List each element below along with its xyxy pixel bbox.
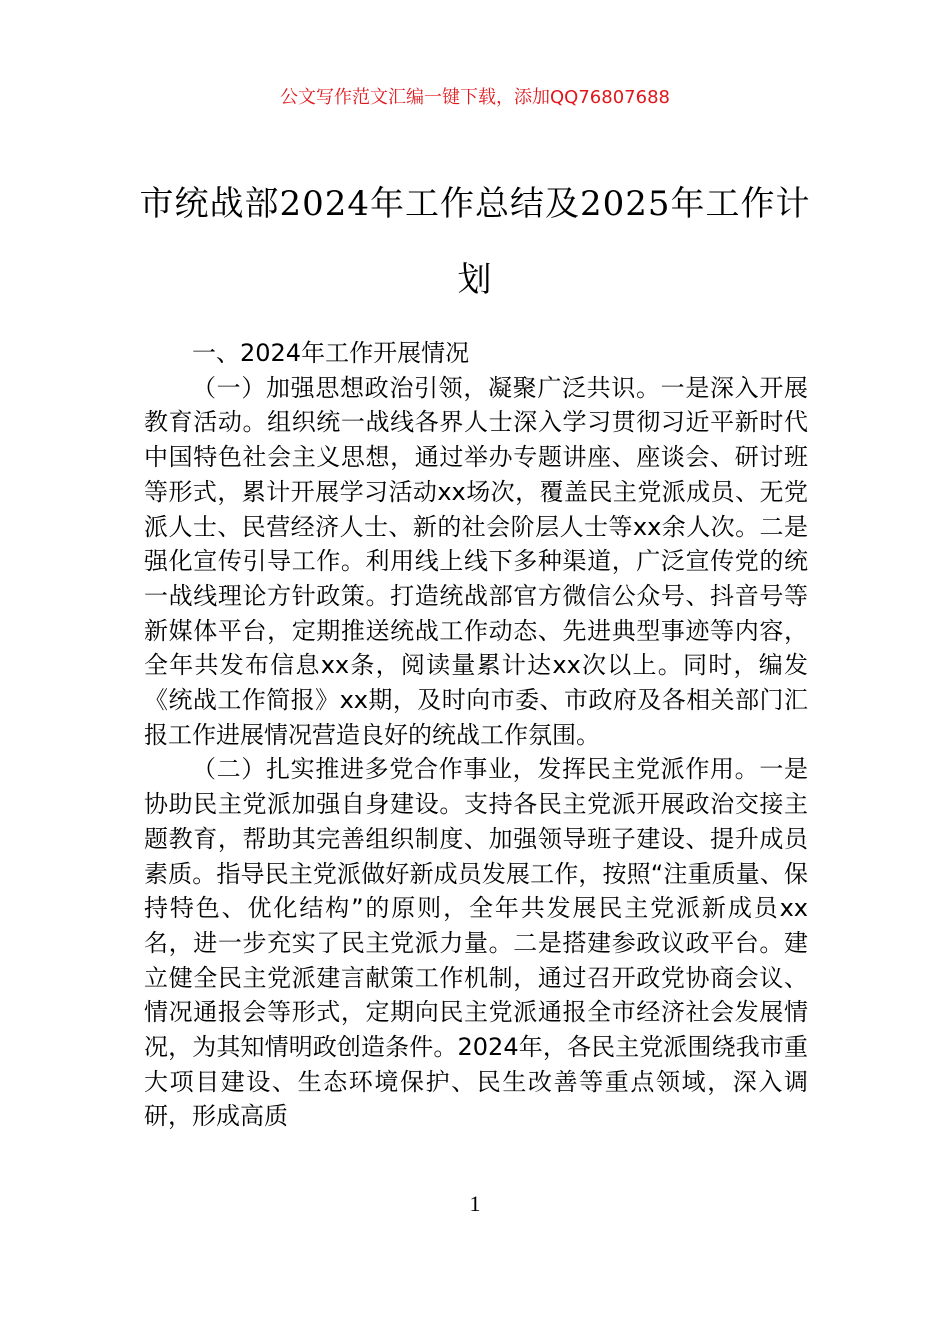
page-number: 1	[469, 1191, 481, 1216]
body-paragraph: （一）加强思想政治引领，凝聚广泛共识。一是深入开展教育活动。组织统一战线各界人士深入学习贯彻习近平新时代中国特色社会主义思想，通过举办专题讲座、座谈会、研讨班等形式，累计开展学习活动xx场次，覆盖民主党派成员、无党派人士、民营经济人士、新的社会阶层人士等xx余人次。二是强化宣传引导工作。利用线上线下多种渠道，广泛宣传党的统一战线理论方针政策。打造统战部官方微信公众号、抖音号等新媒体平台，定期推送统战工作动态、先进典型事迹等内容，全年共发布信息xx条，阅读量累计达xx次以上。同时，编发《统战工作简报》xx期，及时向市委、市政府及各相关部门汇报工作进展情况营造良好的统战工作氛围。	[144, 373, 808, 749]
document-title: 市统战部2024年工作总结及2025年工作计划	[139, 184, 811, 300]
document-body	[144, 336, 808, 1134]
watermark-banner: 公文写作范文汇编一键下载，添加QQ76807688	[280, 87, 670, 108]
section-heading: 一、2024年工作开展情况	[192, 339, 470, 367]
body-paragraph: （二）扎实推进多党合作事业，发挥民主党派作用。一是协助民主党派加强自身建设。支持各民主党派开展政治交接主题教育，帮助其完善组织制度、加强领导班子建设、提升成员素质。指导民主党派做好新成员发展工作，按照“注重质量、保持特色、优化结构”的原则，全年共发展民主党派新成员xx名，进一步充实了民主党派力量。二是搭建参政议政平台。建立健全民主党派建言献策工作机制，通过召开政党协商会议、情况通报会等形式，定期向民主党派通报全市经济社会发展情况，为其知情明政创造条件。2024年，各民主党派围绕我市重大项目建设、生态环境保护、民生改善等重点领域，深入调研，形成高质	[144, 755, 808, 1131]
